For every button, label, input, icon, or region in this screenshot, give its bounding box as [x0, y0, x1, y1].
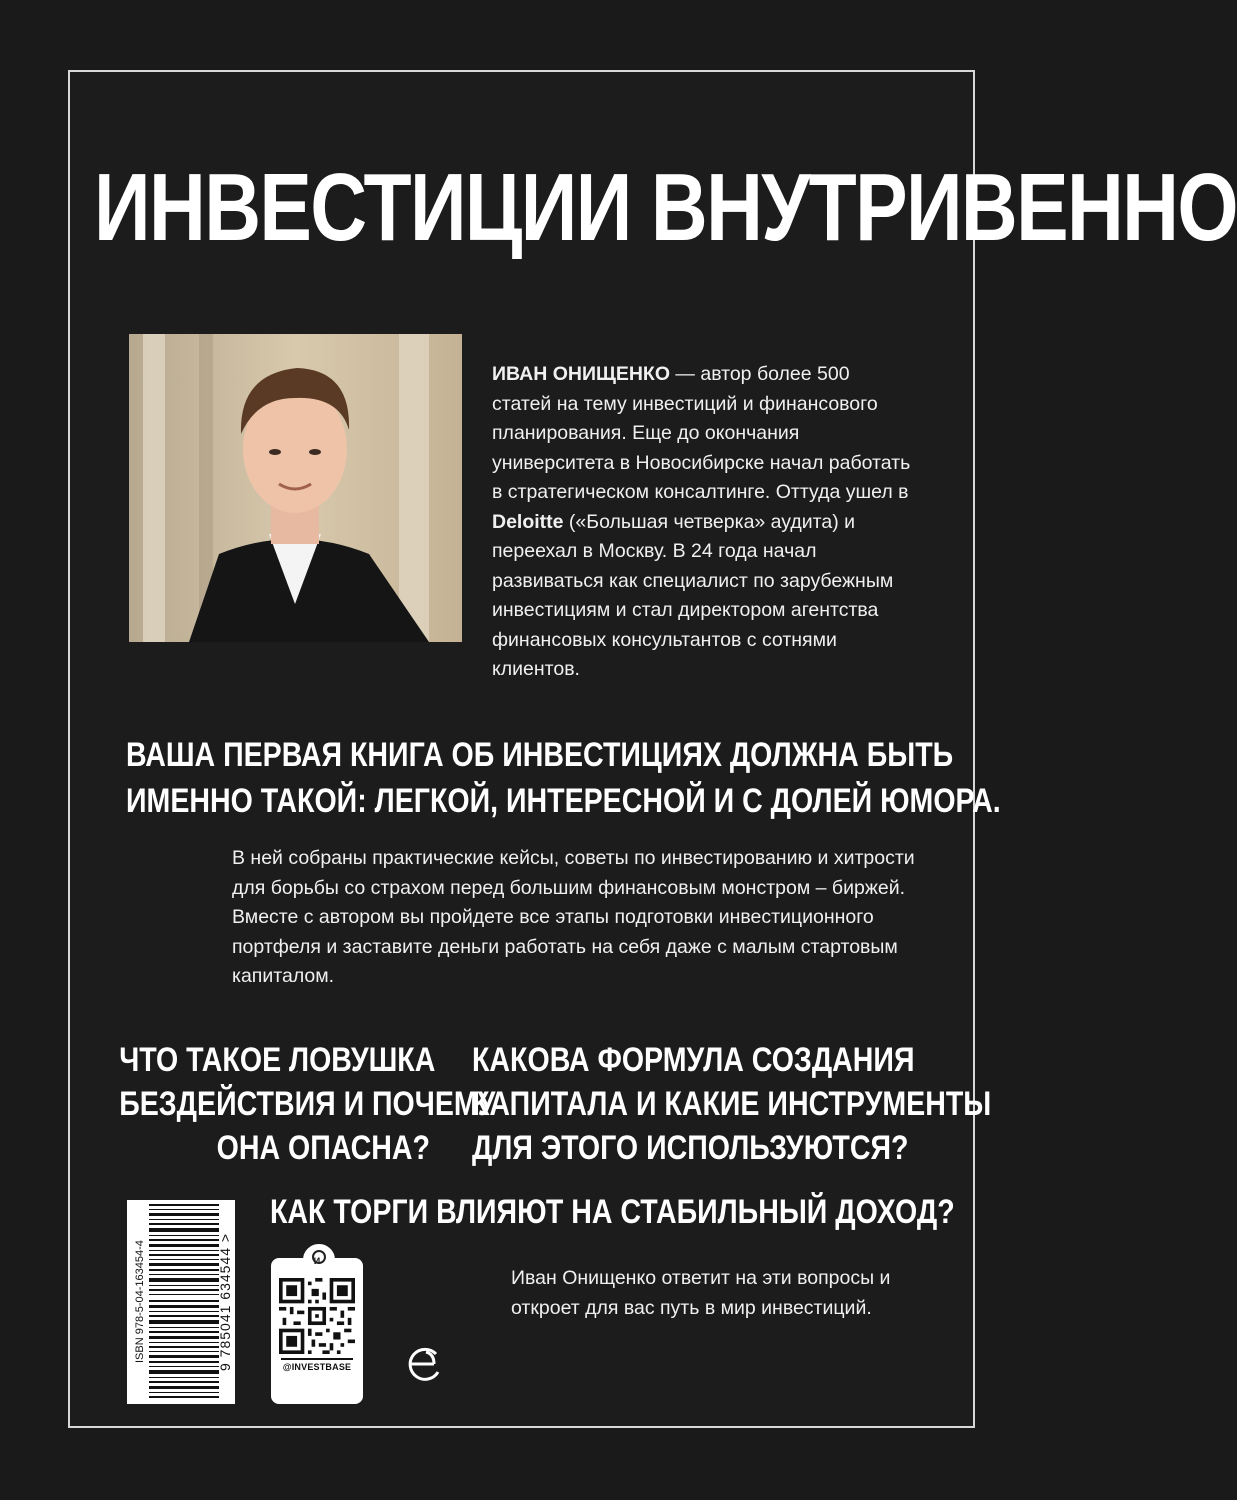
isbn-barcode	[127, 1200, 235, 1404]
question-right-line-1: КАКОВА ФОРМУЛА СОЗДАНИЯ	[472, 1041, 915, 1079]
closing-text: Иван Онищенко ответит на эти вопросы и откроет для вас путь в мир инвестиций.	[511, 1267, 891, 1319]
author-name: ИВАН ОНИЩЕНКО	[492, 363, 671, 385]
publisher-logo-icon	[404, 1342, 444, 1386]
book-description: В ней собраны практические кейсы, советы по инвестированию и хитрости для борьбы со страхом перед большим финансовым монстром – биржей. Вместе с автором вы пройдете все этапы подготовки инвестиционного портфеля и заставите деньги работать на себя даже с малым стартовым капиталом.	[232, 847, 915, 987]
bio-text-2: («Большая четверка» аудита) и переехал в Москву. В 24 года начал развиваться как специалист по зарубежным инвестициям и стал директором агентства финансовых консультантов с сотнями клиентов.	[492, 510, 894, 680]
question-middle: КАК ТОРГИ ВЛИЯЮТ НА СТАБИЛЬНЫЙ ДОХОД?	[270, 1193, 955, 1231]
qr-code[interactable]	[279, 1278, 355, 1354]
qr-badge-letter: И	[313, 1256, 321, 1266]
question-left-line-3: ОНА ОПАСНА?	[216, 1129, 430, 1167]
bio-text-1: — автор более 500 статей на тему инвестиций и финансового планирования. Еще до окончания университета в Новосибирске начал работать в стратегическом консалтинге. Оттуда ушел в	[492, 363, 911, 503]
author-photo	[129, 334, 462, 642]
barcode-bars	[149, 1200, 219, 1404]
question-right	[472, 1038, 992, 1170]
qr-divider	[281, 1358, 353, 1360]
headline-line-2: ИМЕННО ТАКОЙ: ЛЕГКОЙ, ИНТЕРЕСНОЙ И С ДОЛЕЙ ЮМОРА.	[126, 782, 1001, 820]
question-left	[119, 1038, 496, 1170]
qr-handle: @INVESTBASE	[282, 1362, 352, 1372]
question-left-line-1: ЧТО ТАКОЕ ЛОВУШКА	[119, 1041, 436, 1079]
ean-digits: 9 785041 634544 >	[217, 1232, 233, 1372]
isbn-label: ISBN 978-5-04-163454-4	[134, 1240, 146, 1364]
book-title: ИНВЕСТИЦИИ ВНУТРИВЕННО	[94, 154, 1237, 261]
headline-line-1: ВАША ПЕРВАЯ КНИГА ОБ ИНВЕСТИЦИЯХ ДОЛЖНА БЫТЬ	[126, 736, 954, 774]
author-portrait-illustration	[129, 334, 462, 642]
question-left-line-2: БЕЗДЕЙСТВИЯ И ПОЧЕМУ	[119, 1085, 496, 1123]
question-right-line-2: КАПИТАЛА И КАКИЕ ИНСТРУМЕНТЫ	[472, 1085, 992, 1123]
headline	[126, 732, 1001, 824]
bio-company: Deloitte	[492, 510, 564, 533]
question-right-line-3: ДЛЯ ЭТОГО ИСПОЛЬЗУЮТСЯ?	[472, 1129, 909, 1167]
author-bio	[492, 360, 912, 685]
qr-card	[271, 1258, 363, 1404]
